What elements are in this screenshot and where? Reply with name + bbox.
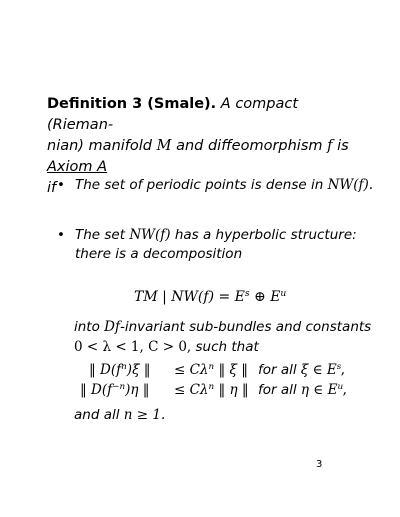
inequality-1-rhs: ≤ $C\lambda^n$ ‖ ξ ‖ [174,362,248,378]
paragraph-text: into [74,319,105,335]
definition-text-line2-is: is [332,138,349,154]
manifold-symbol: M [156,138,172,154]
diffeo-symbol: f [327,138,333,154]
definition-heading: Definition 3 (Smale). [47,96,217,112]
inequality-2-lhs: ‖ $D(f^{-n})\eta$ ‖ [80,382,150,398]
definition-text-line1: A compact (Rieman- [47,96,299,133]
closing-math: n ≥ 1. [123,407,166,423]
paragraph-text: such that [191,339,259,355]
equation-text: ⊕ E [249,289,281,305]
definition-text-line2-mid: and diffeomorphism [171,138,328,154]
definition-text-line3: if [47,180,57,196]
inequality-1-condition: for all ξ ∈ $E^s$, [258,362,346,378]
decomposition-equation [134,289,286,305]
bullet-symbol: • [57,177,65,193]
equation-sup: s [244,289,250,299]
page-number: 3 [316,459,323,470]
definition-text-line2-pre: nian) manifold [47,138,157,154]
paragraph-math: Df [104,319,120,335]
paragraph-line2 [74,338,259,357]
bullet-text-line2: there is a decomposition [75,246,243,262]
inequality-2-condition: for all η ∈ $E^u$, [258,382,348,398]
equation-text: TM | NW(f) = E [134,289,245,305]
bullet-text: has a hyperbolic structure: [170,227,357,243]
bullet-math: NW(f). [327,177,374,193]
inequality-1-lhs: ‖ $D(f^n)\xi$ ‖ [89,362,151,378]
paragraph-line1 [74,318,371,337]
bullet-math: NW(f) [129,227,171,243]
paragraph-text: -invariant sub-bundles and constants [119,319,372,335]
bullet-text: The set of periodic points is dense in [75,177,328,193]
closing-condition [74,407,165,423]
paragraph-math: 0 < λ < 1, C > 0, [74,339,192,355]
inequality-2-rhs: ≤ $C\lambda^n$ ‖ η ‖ [174,382,249,398]
bullet-text: The set [75,227,130,243]
closing-text: and all [74,407,124,423]
equation-sup: u [280,289,287,299]
bullet-symbol: • [57,227,65,243]
axiom-a-term: Axiom A [47,159,108,175]
